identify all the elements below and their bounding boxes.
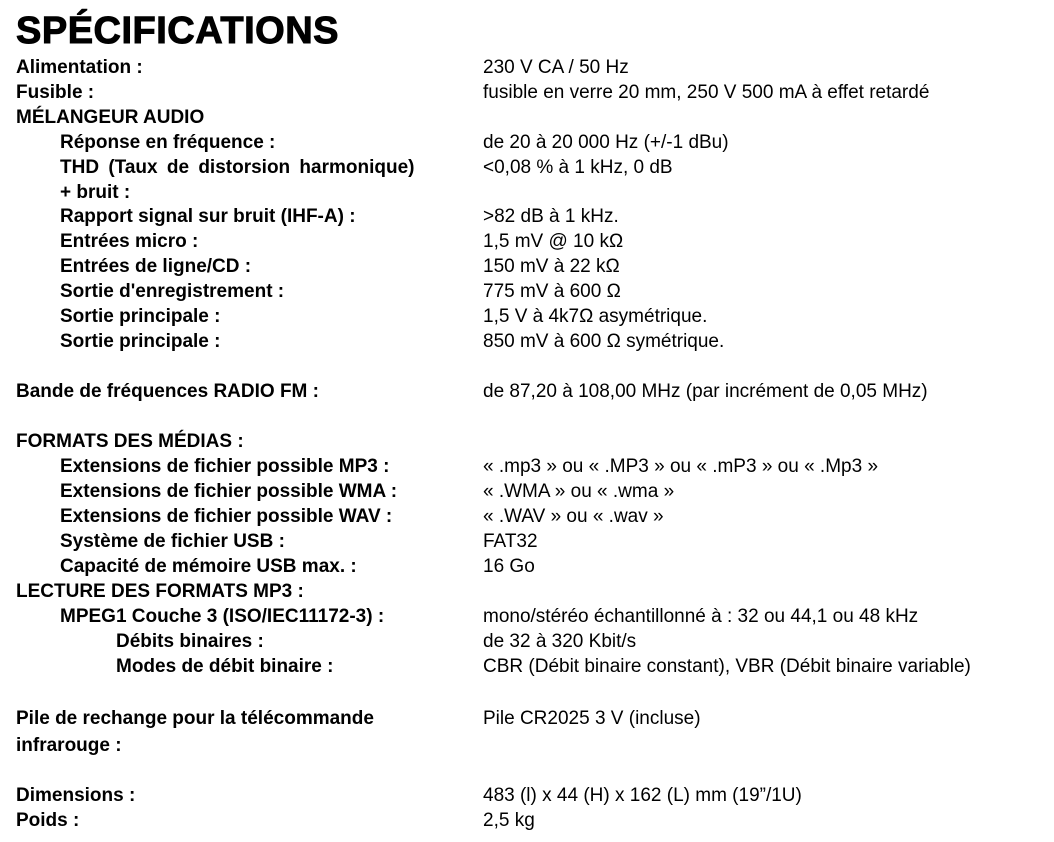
section-label: LECTURE DES FORMATS MP3 : xyxy=(16,581,304,602)
spec-label: Extensions de fichier possible MP3 : xyxy=(60,456,390,477)
spec-value: 230 V CA / 50 Hz xyxy=(483,57,629,78)
page-title: SPÉCIFICATIONS xyxy=(16,10,339,52)
spec-value: <0,08 % à 1 kHz, 0 dB xyxy=(483,157,673,178)
spec-label: infrarouge : xyxy=(16,735,122,756)
spec-label: Réponse en fréquence : xyxy=(60,132,276,153)
spec-value: de 32 à 320 Kbit/s xyxy=(483,631,637,652)
spec-label: Sortie principale : xyxy=(60,306,221,327)
spec-label: Capacité de mémoire USB max. : xyxy=(60,556,357,577)
spec-value: 1,5 mV @ 10 kΩ xyxy=(483,231,624,252)
spec-label: + bruit : xyxy=(60,182,131,203)
spec-label: MPEG1 Couche 3 (ISO/IEC11172-3) : xyxy=(60,606,385,627)
spec-value: « .WMA » ou « .wma » xyxy=(483,481,675,502)
spec-value: 16 Go xyxy=(483,556,535,577)
spec-value: 483 (l) x 44 (H) x 162 (L) mm (19”/1U) xyxy=(483,785,802,806)
spec-value: CBR (Débit binaire constant), VBR (Débit binaire variable) xyxy=(483,656,971,677)
spec-label: Modes de débit binaire : xyxy=(116,656,334,677)
spec-value: 150 mV à 22 kΩ xyxy=(483,256,620,277)
spec-label: Poids : xyxy=(16,810,80,831)
spec-value: 850 mV à 600 Ω symétrique. xyxy=(483,331,725,352)
spec-label: Pile de rechange pour la télécommande xyxy=(16,708,374,729)
spec-label: Sortie principale : xyxy=(60,331,221,352)
spec-value: fusible en verre 20 mm, 250 V 500 mA à effet retardé xyxy=(483,82,930,103)
spec-label: Système de fichier USB : xyxy=(60,531,285,552)
spec-label: Entrées de ligne/CD : xyxy=(60,256,252,277)
spec-value: « .mp3 » ou « .MP3 » ou « .mP3 » ou « .Mp3 » xyxy=(483,456,879,477)
spec-value: de 87,20 à 108,00 MHz (par incrément de 0,05 MHz) xyxy=(483,381,928,402)
spec-value: Pile CR2025 3 V (incluse) xyxy=(483,708,701,729)
spec-value: 2,5 kg xyxy=(483,810,535,831)
section-label: MÉLANGEUR AUDIO xyxy=(16,107,205,128)
spec-value: FAT32 xyxy=(483,531,538,552)
spec-label: Sortie d'enregistrement : xyxy=(60,281,285,302)
spec-value: mono/stéréo échantillonné à : 32 ou 44,1 ou 48 kHz xyxy=(483,606,919,627)
spec-value: >82 dB à 1 kHz. xyxy=(483,206,619,227)
spec-label: Extensions de fichier possible WMA : xyxy=(60,481,398,502)
spec-value: « .WAV » ou « .wav » xyxy=(483,506,664,527)
spec-label: Alimentation : xyxy=(16,57,143,78)
spec-label: Dimensions : xyxy=(16,785,136,806)
section-label: FORMATS DES MÉDIAS : xyxy=(16,431,244,452)
spec-label: Débits binaires : xyxy=(116,631,264,652)
spec-value: 775 mV à 600 Ω xyxy=(483,281,621,302)
spec-label: Rapport signal sur bruit (IHF-A) : xyxy=(60,206,356,227)
spec-value: 1,5 V à 4k7Ω asymétrique. xyxy=(483,306,708,327)
spec-label: Bande de fréquences RADIO FM : xyxy=(16,381,319,402)
spec-label: Extensions de fichier possible WAV : xyxy=(60,506,393,527)
spec-label: Entrées micro : xyxy=(60,231,199,252)
spec-label: Fusible : xyxy=(16,82,95,103)
spec-value: de 20 à 20 000 Hz (+/-1 dBu) xyxy=(483,132,729,153)
spec-label: THD (Taux de distorsion harmonique) xyxy=(60,157,415,178)
